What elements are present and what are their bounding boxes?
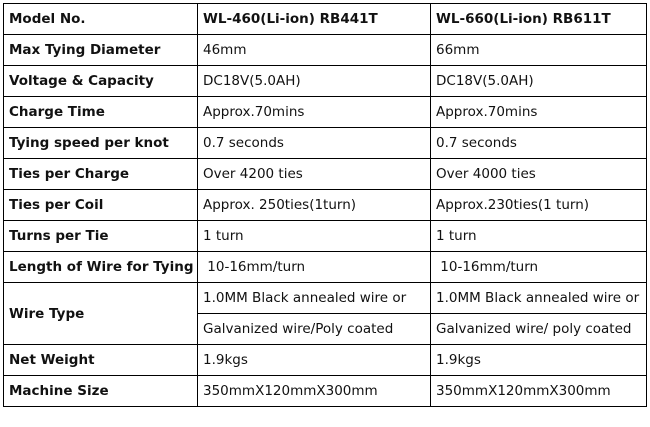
row-value-model-2: Approx.230ties(1 turn)	[431, 190, 647, 221]
row-value-model-1: Approx.70mins	[198, 97, 431, 128]
table-row	[4, 66, 647, 97]
header-model-1: WL-460(Li-ion) RB441T	[198, 4, 431, 35]
table-row	[4, 159, 647, 190]
row-label: Ties per Coil	[4, 190, 198, 221]
table-row	[4, 376, 647, 407]
row-value-model-2: Over 4000 ties	[431, 159, 647, 190]
row-value-model-1: 1.9kgs	[198, 345, 431, 376]
row-value-model-2: 66mm	[431, 35, 647, 66]
row-value-model-1: 0.7 seconds	[198, 128, 431, 159]
row-value-model-1: Approx. 250ties(1turn)	[198, 190, 431, 221]
table-row	[4, 128, 647, 159]
wire-type-line2-model-2: Galvanized wire/ poly coated	[431, 314, 647, 345]
row-label: Machine Size	[4, 376, 198, 407]
wire-type-line2-model-1: Galvanized wire/Poly coated	[198, 314, 431, 345]
table-row-wire-type	[4, 283, 647, 314]
table-row	[4, 345, 647, 376]
row-label: Wire Type	[4, 283, 198, 345]
table-row	[4, 35, 647, 66]
row-value-model-1: Over 4200 ties	[198, 159, 431, 190]
row-value-model-1: DC18V(5.0AH)	[198, 66, 431, 97]
row-label: Charge Time	[4, 97, 198, 128]
row-label: Tying speed per knot	[4, 128, 198, 159]
row-label: Turns per Tie	[4, 221, 198, 252]
row-value-model-1: 46mm	[198, 35, 431, 66]
row-label: Ties per Charge	[4, 159, 198, 190]
table-row	[4, 190, 647, 221]
wire-type-line1-model-1: 1.0MM Black annealed wire or	[198, 283, 431, 314]
table-row	[4, 252, 647, 283]
spec-table	[3, 3, 647, 407]
header-label: Model No.	[4, 4, 198, 35]
row-value-model-2: 1 turn	[431, 221, 647, 252]
table-row	[4, 97, 647, 128]
row-value-model-1: 10-16mm/turn	[198, 252, 431, 283]
table-row	[4, 221, 647, 252]
row-value-model-2: 1.9kgs	[431, 345, 647, 376]
wire-type-line1-model-2: 1.0MM Black annealed wire or	[431, 283, 647, 314]
header-row	[4, 4, 647, 35]
row-label: Length of Wire for Tying	[4, 252, 198, 283]
row-value-model-2: 10-16mm/turn	[431, 252, 647, 283]
row-label: Max Tying Diameter	[4, 35, 198, 66]
header-model-2: WL-660(Li-ion) RB611T	[431, 4, 647, 35]
row-value-model-2: 350mmX120mmX300mm	[431, 376, 647, 407]
row-value-model-2: DC18V(5.0AH)	[431, 66, 647, 97]
row-value-model-1: 350mmX120mmX300mm	[198, 376, 431, 407]
row-label: Voltage & Capacity	[4, 66, 198, 97]
row-value-model-2: 0.7 seconds	[431, 128, 647, 159]
row-value-model-1: 1 turn	[198, 221, 431, 252]
row-value-model-2: Approx.70mins	[431, 97, 647, 128]
row-label: Net Weight	[4, 345, 198, 376]
